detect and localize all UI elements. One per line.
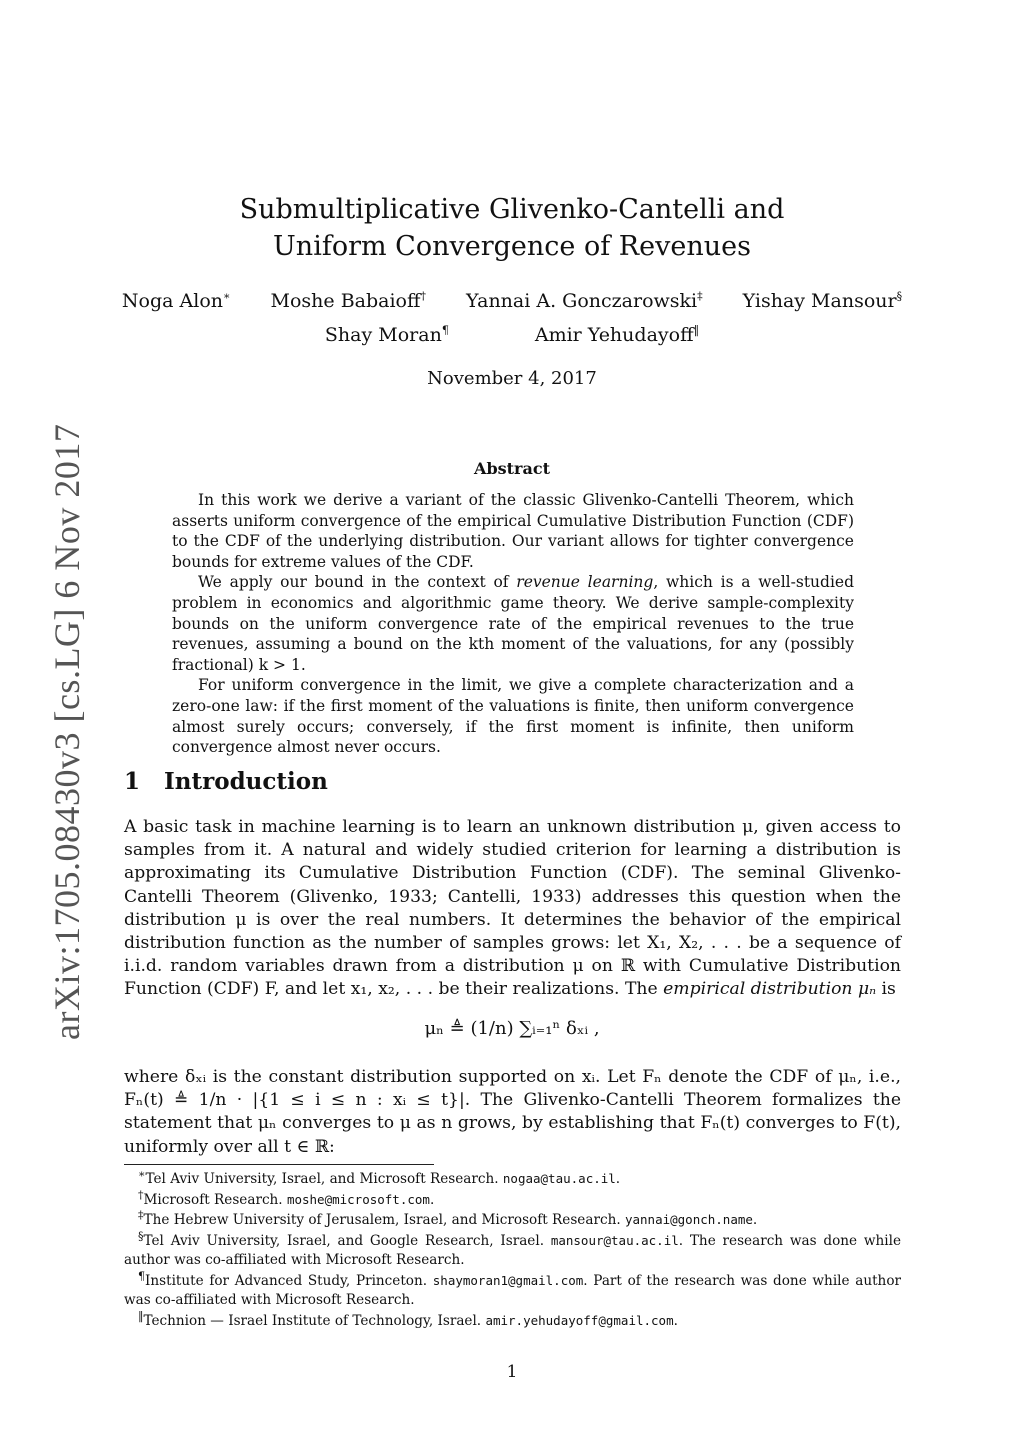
intro-paragraph-1: A basic task in machine learning is to learn an unknown distribution μ, given access to samples from it. A natural and widely studied criterion for learning a distribution is approximating its Cumulative Distribution Function (CDF). The seminal Glivenko-Cantelli Theorem (Glivenko, 1933; Cantelli, 1933) addresses this question when the distribution μ is over the real numbers. It determines the behavior of the empirical distribution function as the number of samples grows: let X₁, X₂, . . . be a sequence of i.i.d. random variables drawn from a distribution μ on ℝ with Cumulative Distribution Function (CDF) F, and let x₁, x₂, . . . be their realizations. The empirical distribution μₙ is xyxy=(124,817,901,1000)
email-link[interactable]: shaymoran1@gmail.com xyxy=(432,1272,584,1288)
section-number: 1 xyxy=(124,768,141,795)
footnote-rule xyxy=(124,1164,434,1165)
author: Yannai A. Gonczarowski‡ xyxy=(466,289,703,312)
email-link[interactable]: moshe@microsoft.com xyxy=(286,1191,430,1207)
equation-empirical-distribution: μₙ ≜ (1/n) ∑ᵢ₌₁ⁿ δₓᵢ , xyxy=(424,1018,600,1039)
author: Moshe Babaioff† xyxy=(270,289,426,312)
footnotes xyxy=(124,1169,901,1331)
paper-title xyxy=(0,191,1024,265)
footnote: §Tel Aviv University, Israel, and Google Research, Israel. mansour@tau.ac.il. The research was done while author was co-affiliated with Microsoft Research. xyxy=(124,1228,901,1268)
footnote: †Microsoft Research. moshe@microsoft.com. xyxy=(138,1187,435,1208)
author: Yishay Mansour§ xyxy=(742,289,903,312)
footnote: ‖Technion — Israel Institute of Technology, Israel. amir.yehudayoff@gmail.com. xyxy=(138,1308,678,1329)
section-title: Introduction xyxy=(164,768,328,795)
title-line-2: Uniform Convergence of Revenues xyxy=(273,231,751,262)
section-heading xyxy=(124,768,328,795)
email-link[interactable]: amir.yehudayoff@gmail.com xyxy=(485,1312,674,1328)
author: Noga Alon∗ xyxy=(121,289,231,312)
abstract-body xyxy=(172,490,854,758)
abstract-paragraph: In this work we derive a variant of the classic Glivenko-Cantelli Theorem, which asserts uniform convergence of the empirical Cumulative Distribution Function (CDF) to the CDF of the underlying distribution. Our variant allows for tighter convergence bounds for extreme values of the CDF. xyxy=(172,491,854,571)
email-link[interactable]: yannai@gonch.name xyxy=(624,1212,753,1227)
author-row-2 xyxy=(0,324,1024,346)
email-link[interactable]: nogaa@tau.ac.il xyxy=(502,1171,616,1186)
title-line-1: Submultiplicative Glivenko-Cantelli and xyxy=(239,194,785,225)
abstract-paragraph: We apply our bound in the context of revenue learning, which is a well-studied problem in economics and algorithmic game theory. We derive sample-complexity bounds on the uniform convergence rate of the empirical revenues to the true revenues, assuming a bound on the kth moment of the valuations, for any (possibly fractional) k > 1. xyxy=(172,573,855,674)
footnote: ∗Tel Aviv University, Israel, and Microsoft Research. nogaa@tau.ac.il. xyxy=(138,1167,621,1187)
author: Amir Yehudayoff‖ xyxy=(534,323,700,346)
author-row-1 xyxy=(0,290,1024,312)
abstract-heading: Abstract xyxy=(474,459,550,478)
footnote: ‡The Hebrew University of Jerusalem, Israel, and Microsoft Research. yannai@gonch.name. xyxy=(138,1208,758,1228)
page-number: 1 xyxy=(506,1362,518,1382)
abstract-paragraph: For uniform convergence in the limit, we give a complete characterization and a zero-one law: if the first moment of the valuations is finite, then uniform convergence almost surely occurs; conversely, if the first moment is infinite, then uniform convergence almost never occurs. xyxy=(172,676,854,757)
footnote: ¶Institute for Advanced Study, Princeton. shaymoran1@gmail.com. Part of the research was done while author was co-affiliated with Microsoft Research. xyxy=(124,1268,901,1308)
email-link[interactable]: mansour@tau.ac.il xyxy=(550,1232,679,1248)
intro-paragraph-2: where δₓᵢ is the constant distribution supported on xᵢ. Let Fₙ denote the CDF of μₙ, i.e., Fₙ(t) ≜ 1/n · |{1 ≤ i ≤ n : xᵢ ≤ t}|. The Glivenko-Cantelli Theorem formalizes the statement that μₙ converges to μ as n grows, by establishing that Fₙ(t) converges to F(t), uniformly over all t ∈ ℝ: xyxy=(124,1067,901,1157)
paper-date: November 4, 2017 xyxy=(427,368,597,389)
author: Shay Moran¶ xyxy=(324,323,449,346)
arxiv-sidebar-stamp: arXiv:1705.08430v3 [cs.LG] 6 Nov 2017 xyxy=(47,423,87,1040)
